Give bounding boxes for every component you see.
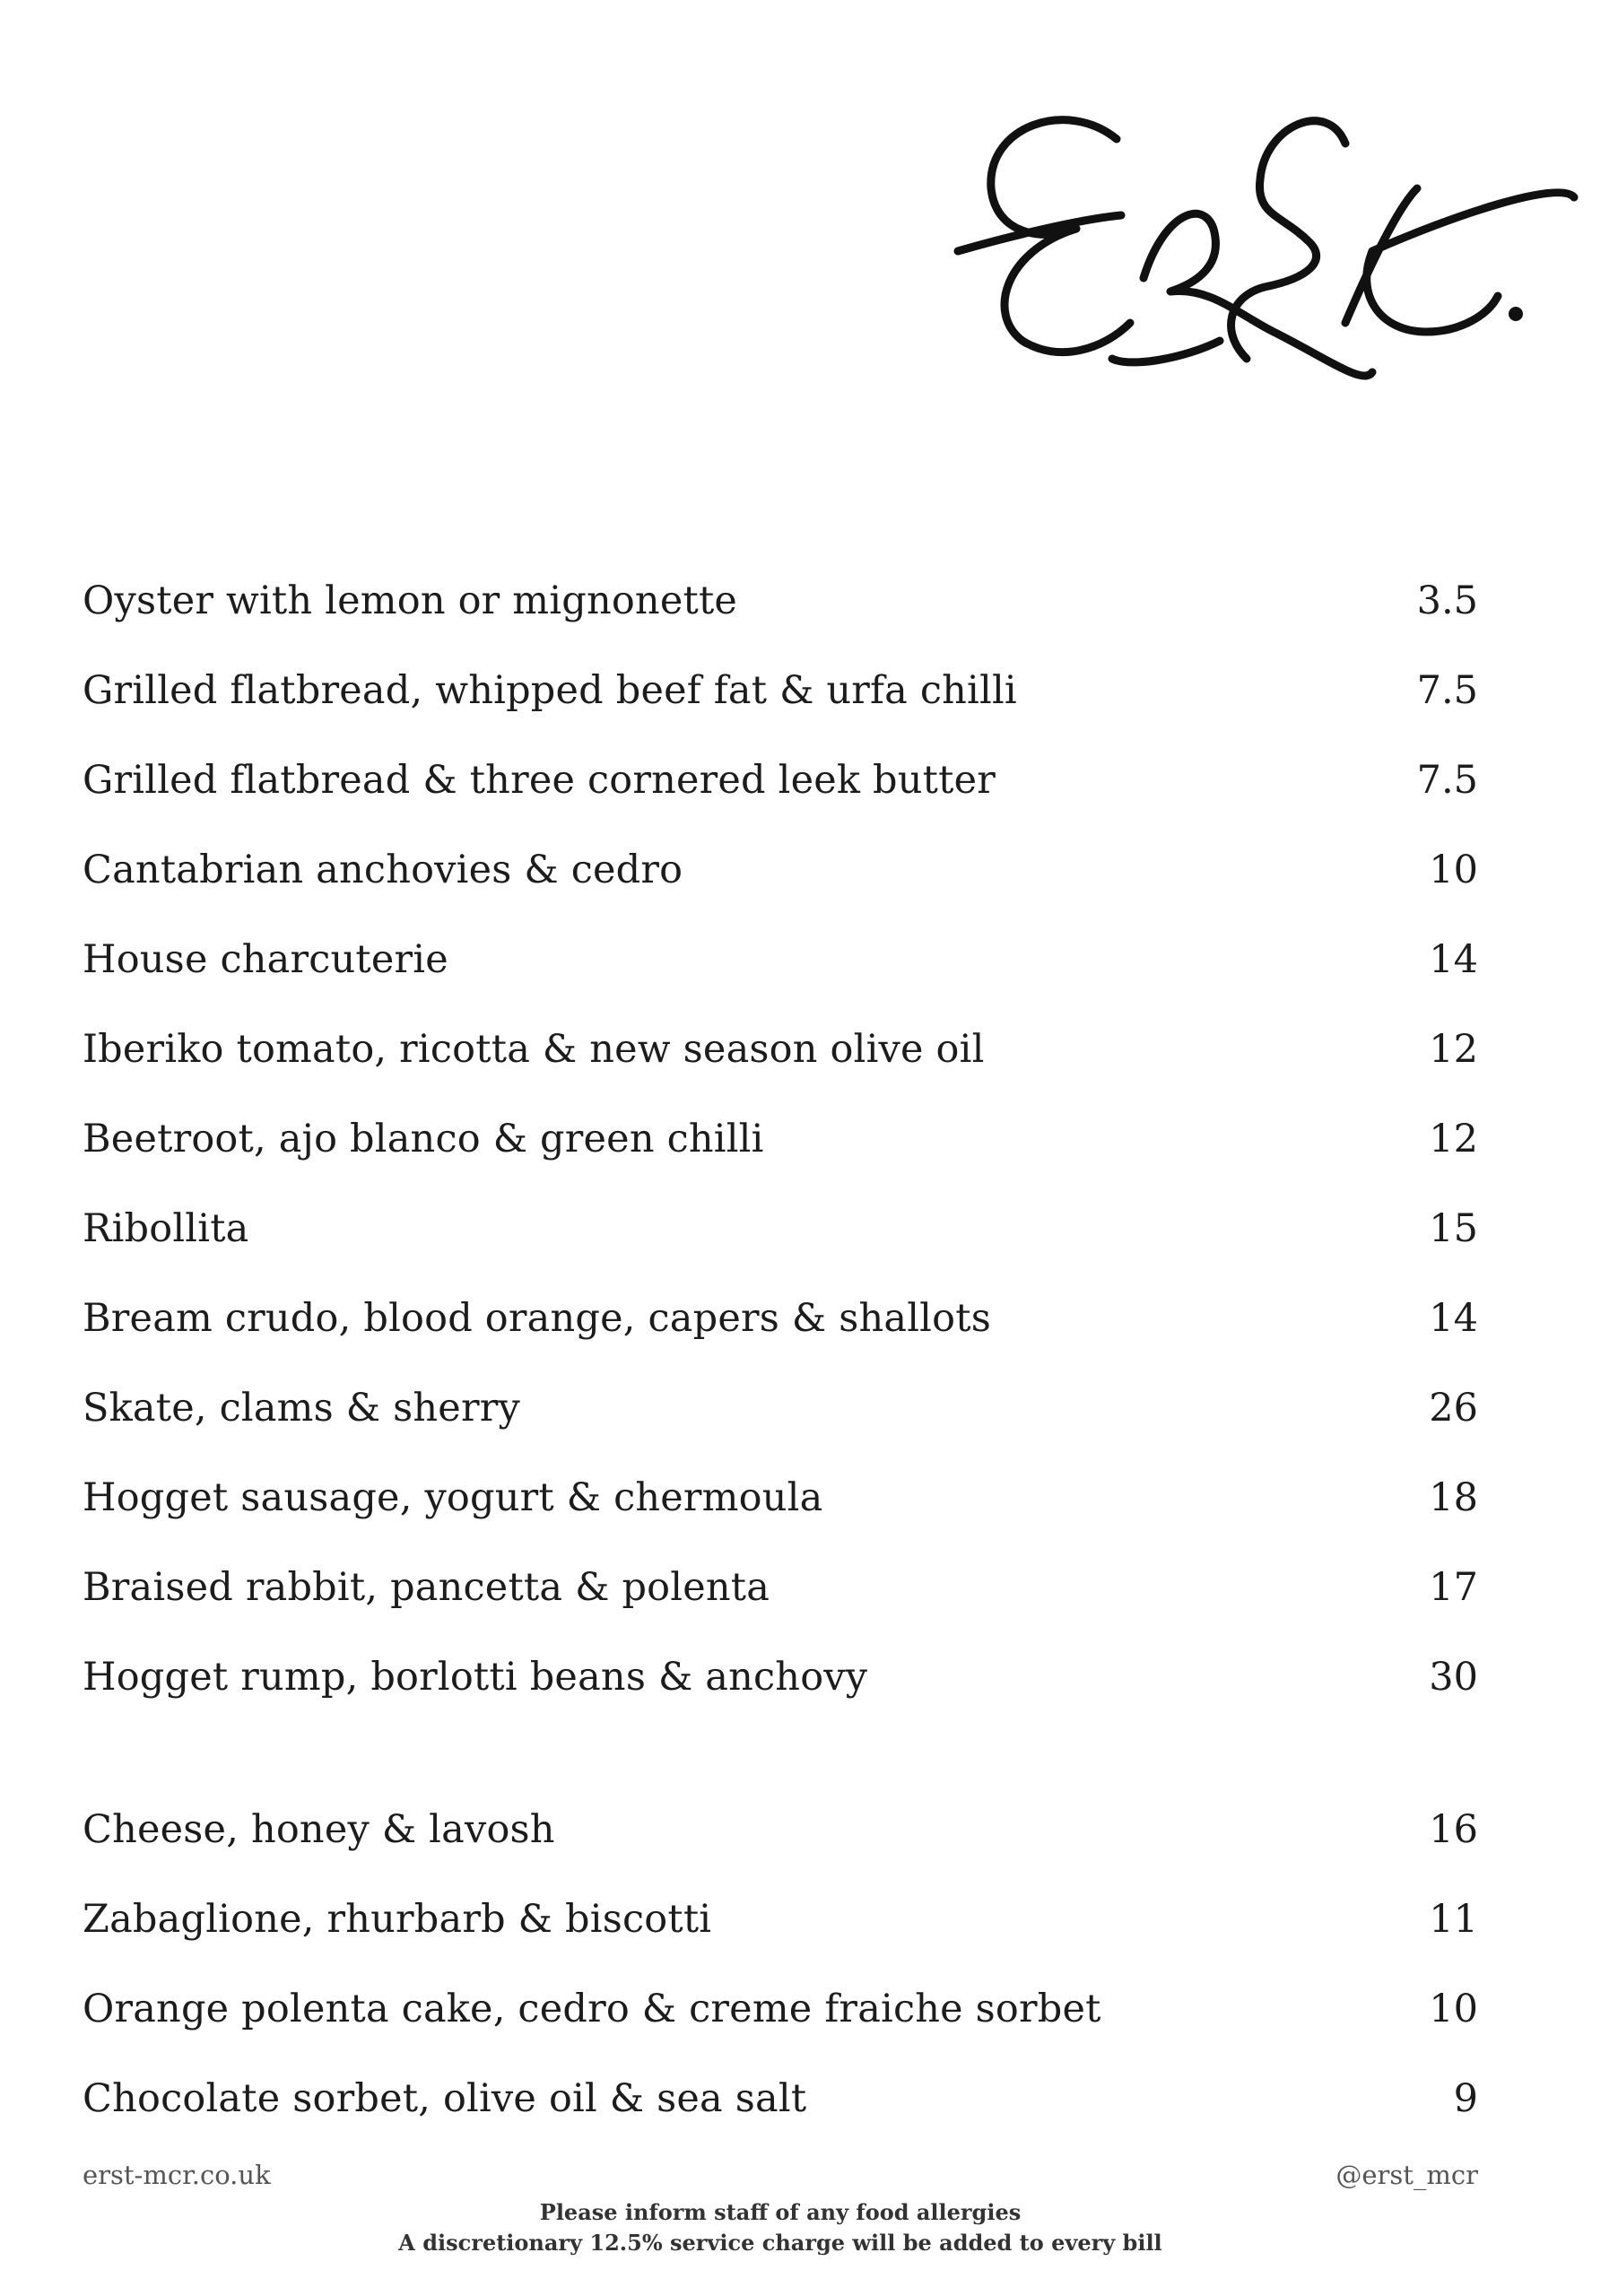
item-price: 26 (1429, 1386, 1478, 1431)
item-name: Beetroot, ajo blanco & green chilli (83, 1117, 764, 1161)
item-name: Iberiko tomato, ricotta & new season olive oil (83, 1027, 985, 1072)
item-price: 18 (1429, 1475, 1478, 1520)
item-price: 14 (1429, 937, 1478, 982)
item-price: 17 (1429, 1565, 1478, 1610)
item-price: 15 (1429, 1206, 1478, 1251)
social-handle[interactable]: @erst_mcr (1335, 2160, 1478, 2190)
menu-item (83, 1453, 1478, 1543)
item-name: Bream crudo, blood orange, capers & shallots (83, 1296, 991, 1341)
item-price: 9 (1453, 2076, 1478, 2121)
website-link[interactable]: erst-mcr.co.uk (83, 2160, 271, 2190)
item-name: Oyster with lemon or mignonette (83, 578, 738, 623)
menu-item (83, 1785, 1478, 1874)
erst-logo-script (951, 63, 1579, 404)
item-name: Ribollita (83, 1206, 249, 1251)
menu-item (83, 1874, 1478, 1964)
item-name: Hogget rump, borlotti beans & anchovy (83, 1655, 868, 1700)
item-price: 16 (1429, 1807, 1478, 1852)
item-price: 12 (1429, 1027, 1478, 1072)
desserts-section (83, 1785, 1478, 2144)
menu-item (83, 2054, 1478, 2144)
item-name: Braised rabbit, pancetta & polenta (83, 1565, 770, 1610)
menu-item (83, 1094, 1478, 1184)
menu-item (83, 1184, 1478, 1274)
item-name: House charcuterie (83, 937, 448, 982)
item-name: Grilled flatbread, whipped beef fat & urfa chilli (83, 668, 1017, 713)
menu-item (83, 646, 1478, 735)
service-charge-note: A discretionary 12.5% service charge will be added to every bill (398, 2230, 1162, 2256)
item-name: Cantabrian anchovies & cedro (83, 848, 683, 892)
allergy-note: Please inform staff of any food allergies (539, 2199, 1022, 2225)
item-price: 3.5 (1416, 578, 1478, 623)
item-name: Zabaglione, rhurbarb & biscotti (83, 1897, 712, 1942)
menu-item (83, 556, 1478, 646)
menu-item (83, 1363, 1478, 1453)
menu-item (83, 1004, 1478, 1094)
item-name: Grilled flatbread & three cornered leek butter (83, 758, 996, 803)
item-price: 12 (1429, 1117, 1478, 1161)
menu-item (83, 825, 1478, 915)
footer-notes (0, 2197, 1561, 2258)
item-name: Chocolate sorbet, olive oil & sea salt (83, 2076, 807, 2121)
item-price: 30 (1429, 1655, 1478, 1700)
logo-period (1509, 307, 1523, 321)
menu-item (83, 1274, 1478, 1363)
item-name: Cheese, honey & lavosh (83, 1807, 555, 1852)
item-name: Skate, clams & sherry (83, 1386, 520, 1431)
menu-item (83, 915, 1478, 1004)
menu-item (83, 1632, 1478, 1722)
menu-item (83, 735, 1478, 825)
item-name: Hogget sausage, yogurt & chermoula (83, 1475, 823, 1520)
item-name: Orange polenta cake, cedro & creme fraiche sorbet (83, 1987, 1101, 2031)
mains-section (83, 556, 1478, 1722)
erst-logo (951, 63, 1579, 404)
item-price: 11 (1429, 1897, 1478, 1942)
menu-item (83, 1964, 1478, 2054)
item-price: 14 (1429, 1296, 1478, 1341)
menu-item (83, 1543, 1478, 1632)
item-price: 10 (1429, 1987, 1478, 2031)
item-price: 7.5 (1416, 758, 1478, 803)
item-price: 10 (1429, 848, 1478, 892)
item-price: 7.5 (1416, 668, 1478, 713)
